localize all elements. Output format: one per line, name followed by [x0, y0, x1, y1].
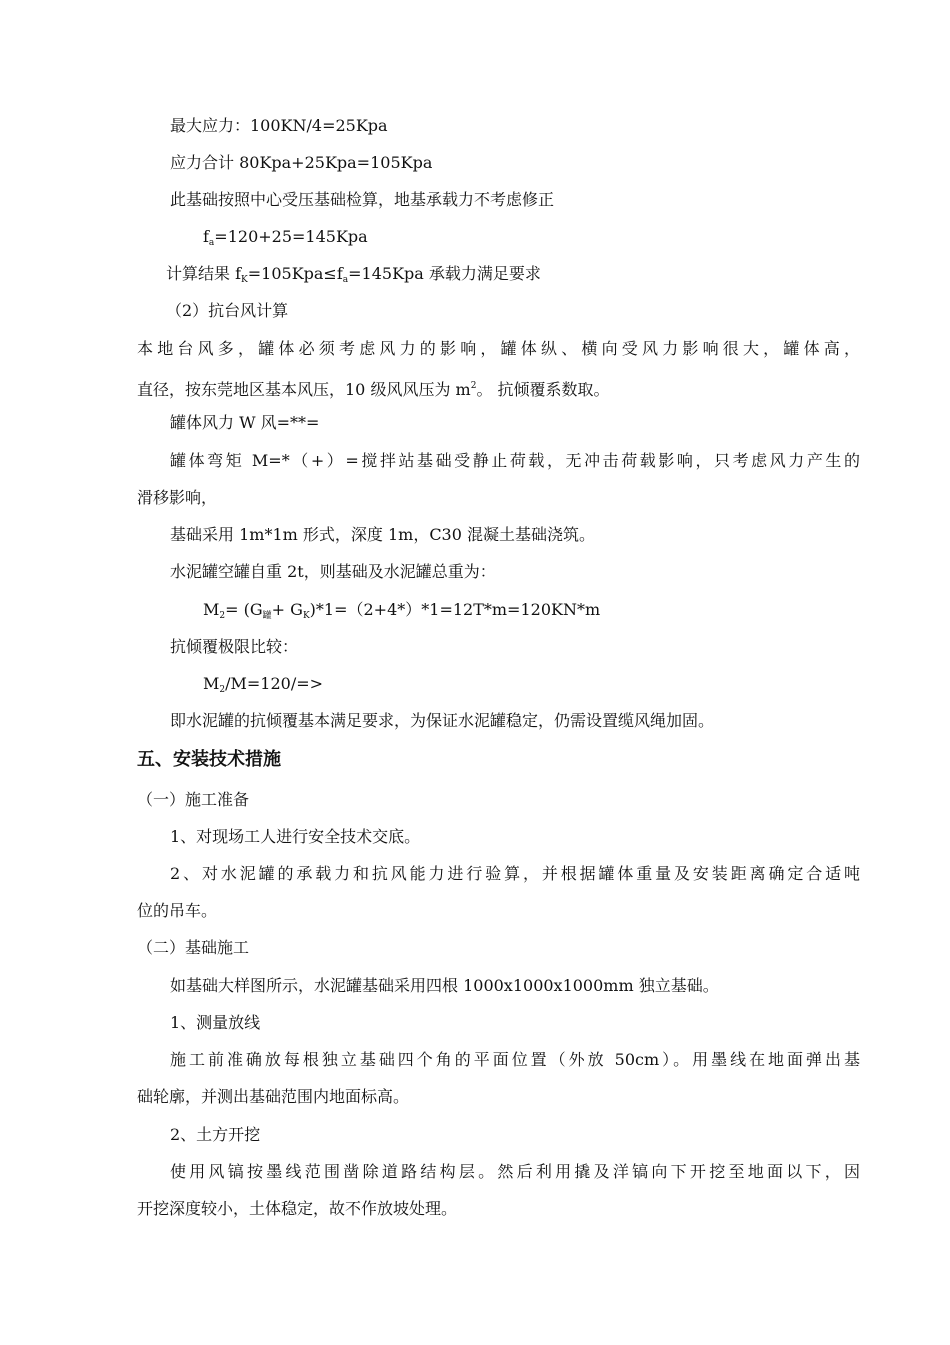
text-capacity-check-line1: 2、对水泥罐的承载力和抗风能力进行验算，并根据罐体重量及安装距离确定合适吨 [170, 864, 860, 883]
formula-ratio-b: /M=120/=> [225, 674, 324, 693]
formula-fa-rest: =120+25=145Kpa [214, 227, 368, 246]
text-calc-result [166, 263, 541, 291]
text-wind-force: 罐体风力 W 风=**= [170, 413, 320, 432]
text-safety-briefing: 1、对现场工人进行安全技术交底。 [170, 827, 421, 846]
section-heading-install-measures: 五、安装技术措施 [137, 749, 281, 770]
text-typhoon-para-line2 [137, 375, 610, 401]
text-overturn-compare: 抗倾覆极限比较： [170, 637, 299, 656]
text-capacity-check-line2: 位的吊车。 [137, 901, 218, 920]
formula-m2-ratio [203, 673, 323, 701]
formula-m2 [203, 599, 600, 627]
formula-fa-symbol: f [203, 227, 209, 246]
formula-m2-c: + G [271, 600, 303, 619]
formula-fa [203, 226, 368, 254]
typhoon-para-part1: 直径，按东莞地区基本风压，10 级风风压为 m [137, 380, 471, 399]
calc-result-part2: =105Kpa≤f [247, 264, 343, 283]
subheading-survey-layout: 1、测量放线 [170, 1013, 261, 1032]
text-foundation-detail: 如基础大样图所示，水泥罐基础采用四根 1000x1000x1000mm 独立基础。 [170, 976, 719, 995]
formula-fa-sub: a [208, 238, 215, 248]
subheading-typhoon-calc: （2）抗台风计算 [166, 301, 289, 320]
formula-ratio-a: M [203, 674, 220, 693]
text-tank-weight: 水泥罐空罐自重 2t，则基础及水泥罐总重为： [170, 562, 496, 581]
text-survey-line2: 础轮廓，并测出基础范围内地面标高。 [137, 1087, 410, 1106]
calc-result-sub1: K [241, 275, 248, 285]
typhoon-para-sup: 2 [470, 381, 477, 391]
formula-m2-d: )*1=（2+4*）*1=12T*m=120KN*m [309, 600, 601, 619]
text-foundation-form: 基础采用 1m*1m 形式，深度 1m，C30 混凝土基础浇筑。 [170, 525, 596, 544]
text-excavation-line2: 开挖深度较小，土体稳定，故不作放坡处理。 [137, 1199, 458, 1218]
calc-result-sub2: a [342, 275, 349, 285]
text-max-stress: 最大应力：100KN/4=25Kpa [170, 116, 388, 135]
text-typhoon-para-line1: 本地台风多，罐体必须考虑风力的影响，罐体纵、横向受风力影响很大，罐体高， [137, 339, 860, 358]
text-stress-total: 应力合计 80Kpa+25Kpa=105Kpa [170, 153, 433, 172]
calc-result-part1: 计算结果 f [166, 264, 242, 283]
formula-m2-sub1: 2 [219, 611, 226, 621]
formula-ratio-sub: 2 [219, 685, 226, 695]
text-excavation-line1: 使用风镐按墨线范围凿除道路结构层。然后利用撬及洋镐向下开挖至地面以下，因 [170, 1162, 860, 1181]
formula-m2-sub2: 罐 [262, 611, 272, 621]
typhoon-para-part2: 。 抗倾覆系数取。 [476, 380, 610, 399]
text-bending-moment-line1: 罐体弯矩 M=*（+）=搅拌站基础受静止荷载，无冲击荷载影响，只考虑风力产生的 [170, 451, 860, 470]
subheading-excavation: 2、土方开挖 [170, 1125, 261, 1144]
calc-result-part3: =145Kpa 承载力满足要求 [348, 264, 541, 283]
subheading-construction-prep: （一）施工准备 [137, 790, 250, 809]
subheading-foundation-construction: （二）基础施工 [137, 938, 250, 957]
text-foundation-check: 此基础按照中心受压基础检算，地基承载力不考虑修正 [170, 190, 555, 209]
text-overturn-conclusion: 即水泥罐的抗倾覆基本满足要求，为保证水泥罐稳定，仍需设置缆风绳加固。 [170, 711, 715, 730]
formula-m2-sub3: K [302, 611, 310, 621]
formula-m2-b: = (G [225, 600, 263, 619]
formula-m2-a: M [203, 600, 220, 619]
text-survey-line1: 施工前准确放每根独立基础四个角的平面位置（外放 50cm）。用墨线在地面弹出基 [170, 1050, 860, 1069]
text-bending-moment-line2: 滑移影响， [137, 488, 218, 507]
